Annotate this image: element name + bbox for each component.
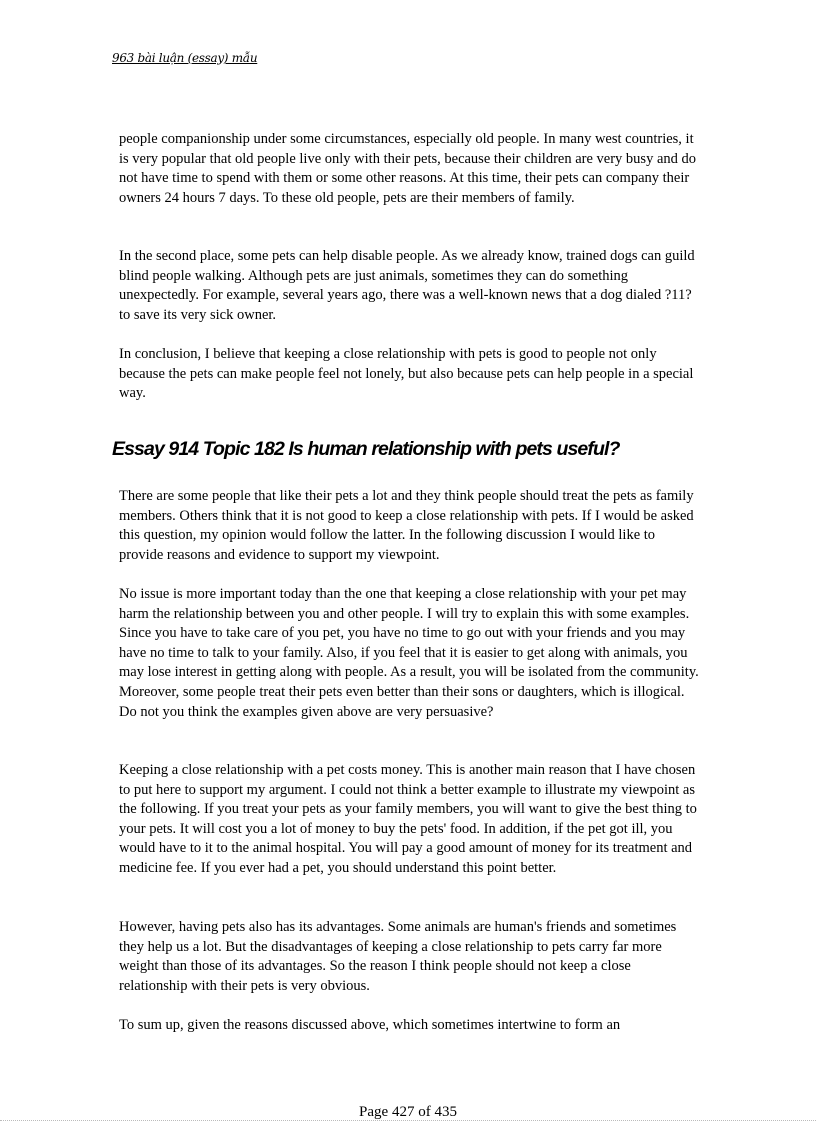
page-number: Page 427 of 435 <box>359 1104 457 1120</box>
body-paragraph: There are some people that like their pets a lot and they think people should treat the pets as family members. Others think that it is not good to keep a close relationship with pets. If I would be asked this question, my opinion would follow the latter. In the following discussion I would like to provide reasons and evidence to support my viewpoint. <box>119 488 694 563</box>
body-paragraph: In the second place, some pets can help disable people. As we already know, trained dogs can guild blind people walking. Although pets are just animals, sometimes they can do something unexpectedly. For example, several years ago, there was a well-known news that a dog dialed ?11?to save its very sick owner. <box>119 248 695 323</box>
footer-divider <box>0 1120 816 1121</box>
body-paragraph: people companionship under some circumstances, especially old people. In many west countries, it is very popular that old people live only with their pets, because their children are very busy and do not have time to spend with them or some other reasons. At this time, their pets can company their owners 24 hours 7 days. To these old people, pets are their members of family. <box>119 131 697 206</box>
body-paragraph: No issue is more important today than the one that keeping a close relationship with your pet may harm the relationship between you and other people. I will try to explain this with some examples. Since you have to take care of you pet, you have no time to go out with your friends and you may have no time to talk to your family. Also, if you feel that it is easier to get along with animals, you may lose interest in getting along with people. As a result, you will be isolated from the community. Moreover, some people treat their pets even better than their sons or daughters, which is illogical. Do not you think the examples given above are very persuasive? <box>119 586 699 720</box>
body-paragraph: In conclusion, I believe that keeping a close relationship with pets is good to people not only because the pets can make people feel not lonely, but also because pets can help people in a special way. <box>119 346 694 402</box>
body-paragraph: However, having pets also has its advantages. Some animals are human's friends and sometimes they help us a lot. But the disadvantages of keeping a close relationship to pets carry far more weight than those of its advantages. So the reason I think people should not keep a close relationship with their pets is very obvious. <box>119 919 677 994</box>
essay-title: Essay 914 Topic 182 Is human relationship with pets useful? <box>112 438 620 460</box>
body-paragraph: To sum up, given the reasons discussed above, which sometimes intertwine to form an <box>119 1017 621 1033</box>
running-header: 963 bài luận (essay) mẫu <box>112 51 258 65</box>
body-paragraph: Keeping a close relationship with a pet costs money. This is another main reason that I have chosen to put here to support my argument. I could not think a better example to illustrate my viewpoint as the following. If you treat your pets as your family members, you will want to give the best thing to your pets. It will cost you a lot of money to buy the pets' food. In addition, if the pet got ill, you would have to it to the animal hospital. You will pay a good amount of money for its treatment and medicine fee. If you ever had a pet, you should understand this point better. <box>119 762 697 876</box>
